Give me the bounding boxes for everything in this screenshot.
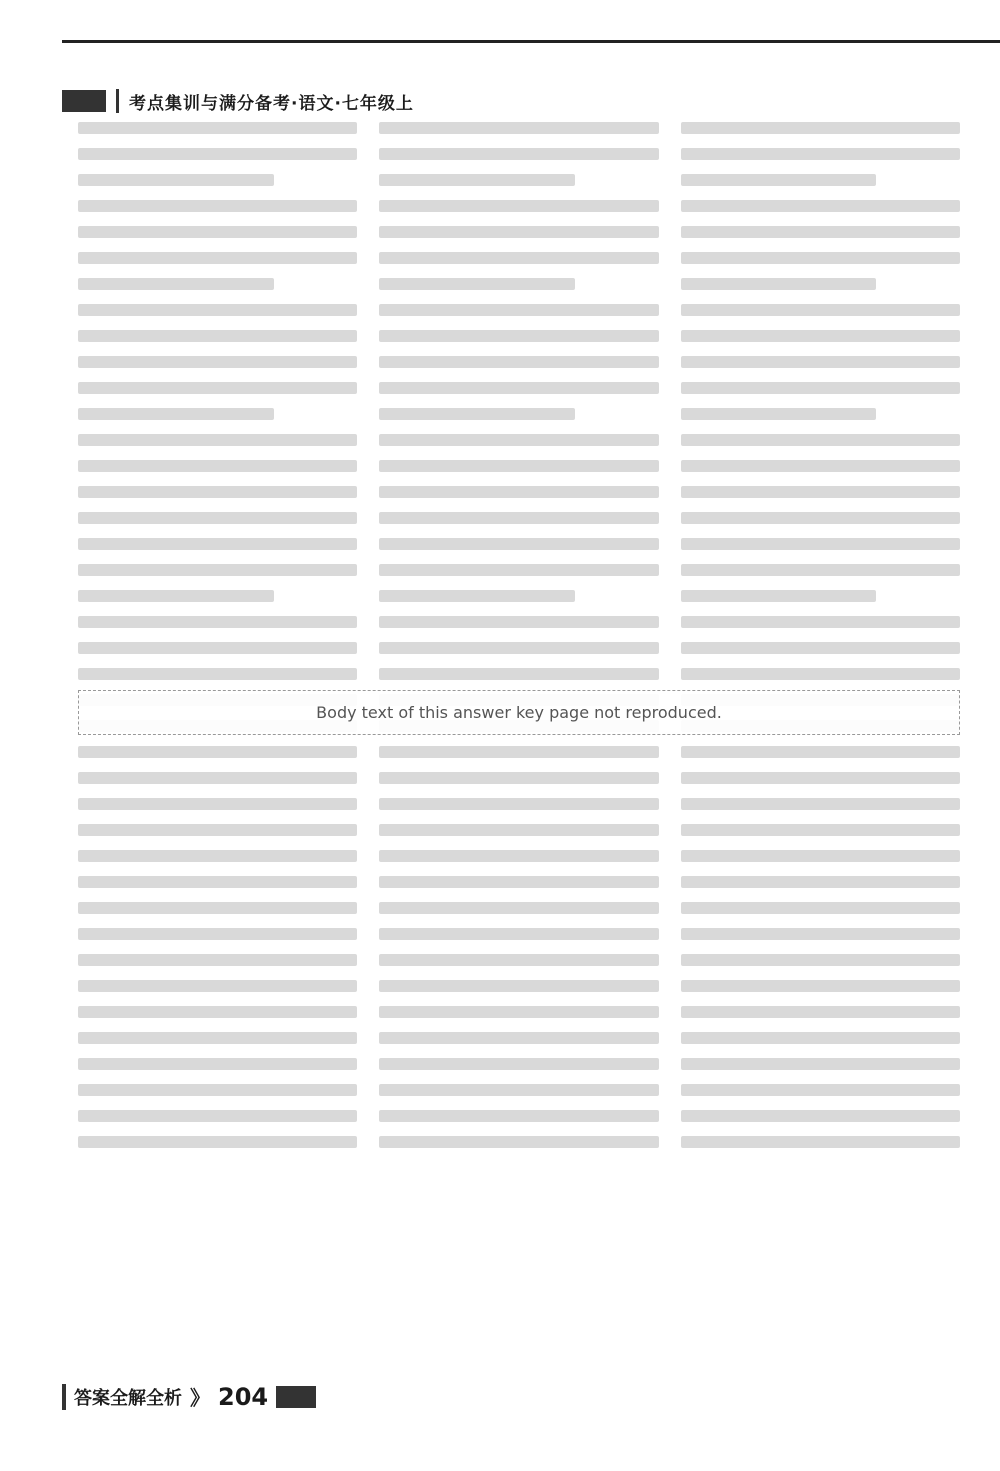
text-placeholder (379, 538, 658, 550)
text-placeholder (681, 616, 960, 628)
text-placeholder (78, 382, 357, 394)
text-placeholder (379, 1032, 658, 1044)
text-placeholder (78, 252, 357, 264)
text-placeholder (681, 330, 960, 342)
text-placeholder (78, 746, 357, 758)
column-right (681, 122, 960, 1371)
footer-label: 答案全解全析 (74, 1387, 182, 1409)
text-placeholder (78, 512, 357, 524)
text-placeholder (379, 304, 658, 316)
text-placeholder (78, 564, 357, 576)
text-placeholder (681, 1058, 960, 1070)
text-placeholder (681, 434, 960, 446)
text-placeholder (78, 122, 357, 134)
text-placeholder (379, 798, 658, 810)
text-placeholder (681, 772, 960, 784)
text-placeholder (681, 954, 960, 966)
text-placeholder (78, 460, 357, 472)
text-placeholder (681, 356, 960, 368)
text-placeholder (681, 1110, 960, 1122)
text-placeholder (379, 512, 658, 524)
top-rule (62, 40, 1000, 43)
text-placeholder (379, 148, 658, 160)
footer-bar (62, 1384, 66, 1410)
text-placeholder (379, 642, 658, 654)
text-placeholder (78, 148, 357, 160)
text-placeholder (379, 850, 658, 862)
header-block (62, 90, 106, 112)
text-placeholder (78, 668, 357, 680)
text-placeholder (379, 668, 658, 680)
text-placeholder (681, 382, 960, 394)
text-placeholder (681, 1136, 960, 1148)
text-placeholder (78, 954, 357, 966)
text-placeholder (681, 590, 877, 602)
text-placeholder (681, 538, 960, 550)
text-placeholder (78, 824, 357, 836)
text-placeholder (379, 564, 658, 576)
text-placeholder (379, 174, 575, 186)
text-placeholder (379, 824, 658, 836)
text-placeholder (78, 980, 357, 992)
text-placeholder (78, 356, 357, 368)
text-placeholder (78, 1006, 357, 1018)
text-placeholder (78, 304, 357, 316)
page-number: 204 (218, 1382, 269, 1411)
text-placeholder (78, 1058, 357, 1070)
text-placeholder (681, 564, 960, 576)
text-placeholder (681, 668, 960, 680)
text-placeholder (681, 122, 960, 134)
text-placeholder (78, 1032, 357, 1044)
book-title: 考点集训与满分备考·语文·七年级上 (129, 93, 414, 114)
content-notice: Body text of this answer key page not reproduced. (78, 690, 960, 735)
text-placeholder (681, 304, 960, 316)
text-placeholder (379, 382, 658, 394)
text-placeholder (681, 798, 960, 810)
text-placeholder (78, 486, 357, 498)
text-placeholder (379, 772, 658, 784)
text-placeholder (379, 876, 658, 888)
text-placeholder (681, 486, 960, 498)
page-header (62, 86, 414, 116)
text-placeholder (78, 330, 357, 342)
text-placeholder (78, 590, 274, 602)
text-placeholder (379, 226, 658, 238)
page-footer (62, 1382, 316, 1411)
text-placeholder (681, 278, 877, 290)
column-middle (379, 122, 658, 1371)
text-placeholder (681, 980, 960, 992)
text-placeholder (681, 226, 960, 238)
text-placeholder (78, 642, 357, 654)
text-placeholder (379, 902, 658, 914)
text-placeholder (681, 824, 960, 836)
text-placeholder (681, 1006, 960, 1018)
text-placeholder (78, 1136, 357, 1148)
text-placeholder (379, 590, 575, 602)
text-placeholder (379, 1136, 658, 1148)
text-placeholder (681, 876, 960, 888)
text-placeholder (78, 928, 357, 940)
content-columns (78, 122, 960, 1371)
text-placeholder (78, 538, 357, 550)
text-placeholder (78, 902, 357, 914)
text-placeholder (78, 1084, 357, 1096)
header-bar (116, 89, 119, 113)
text-placeholder (379, 434, 658, 446)
text-placeholder (379, 278, 575, 290)
text-placeholder (379, 356, 658, 368)
text-placeholder (78, 876, 357, 888)
text-placeholder (681, 252, 960, 264)
text-placeholder (379, 200, 658, 212)
text-placeholder (78, 278, 274, 290)
text-placeholder (379, 122, 658, 134)
text-placeholder (78, 408, 274, 420)
text-placeholder (379, 460, 658, 472)
text-placeholder (681, 746, 960, 758)
text-placeholder (681, 408, 877, 420)
text-placeholder (78, 772, 357, 784)
text-placeholder (379, 928, 658, 940)
text-placeholder (78, 798, 357, 810)
chevron-right-icon: 》 (190, 1386, 210, 1410)
footer-block (276, 1386, 316, 1408)
text-placeholder (379, 252, 658, 264)
text-placeholder (78, 850, 357, 862)
text-placeholder (681, 850, 960, 862)
text-placeholder (379, 408, 575, 420)
text-placeholder (379, 330, 658, 342)
text-placeholder (681, 200, 960, 212)
text-placeholder (379, 980, 658, 992)
text-placeholder (681, 1032, 960, 1044)
text-placeholder (379, 1110, 658, 1122)
text-placeholder (78, 1110, 357, 1122)
text-placeholder (78, 174, 274, 186)
text-placeholder (379, 616, 658, 628)
text-placeholder (681, 460, 960, 472)
text-placeholder (379, 1006, 658, 1018)
text-placeholder (681, 512, 960, 524)
column-left (78, 122, 357, 1371)
text-placeholder (681, 928, 960, 940)
text-placeholder (78, 616, 357, 628)
text-placeholder (379, 746, 658, 758)
text-placeholder (681, 174, 877, 186)
text-placeholder (681, 902, 960, 914)
text-placeholder (681, 642, 960, 654)
text-placeholder (379, 486, 658, 498)
text-placeholder (379, 954, 658, 966)
text-placeholder (379, 1084, 658, 1096)
text-placeholder (379, 1058, 658, 1070)
text-placeholder (78, 200, 357, 212)
text-placeholder (78, 434, 357, 446)
text-placeholder (681, 1084, 960, 1096)
text-placeholder (681, 148, 960, 160)
text-placeholder (78, 226, 357, 238)
